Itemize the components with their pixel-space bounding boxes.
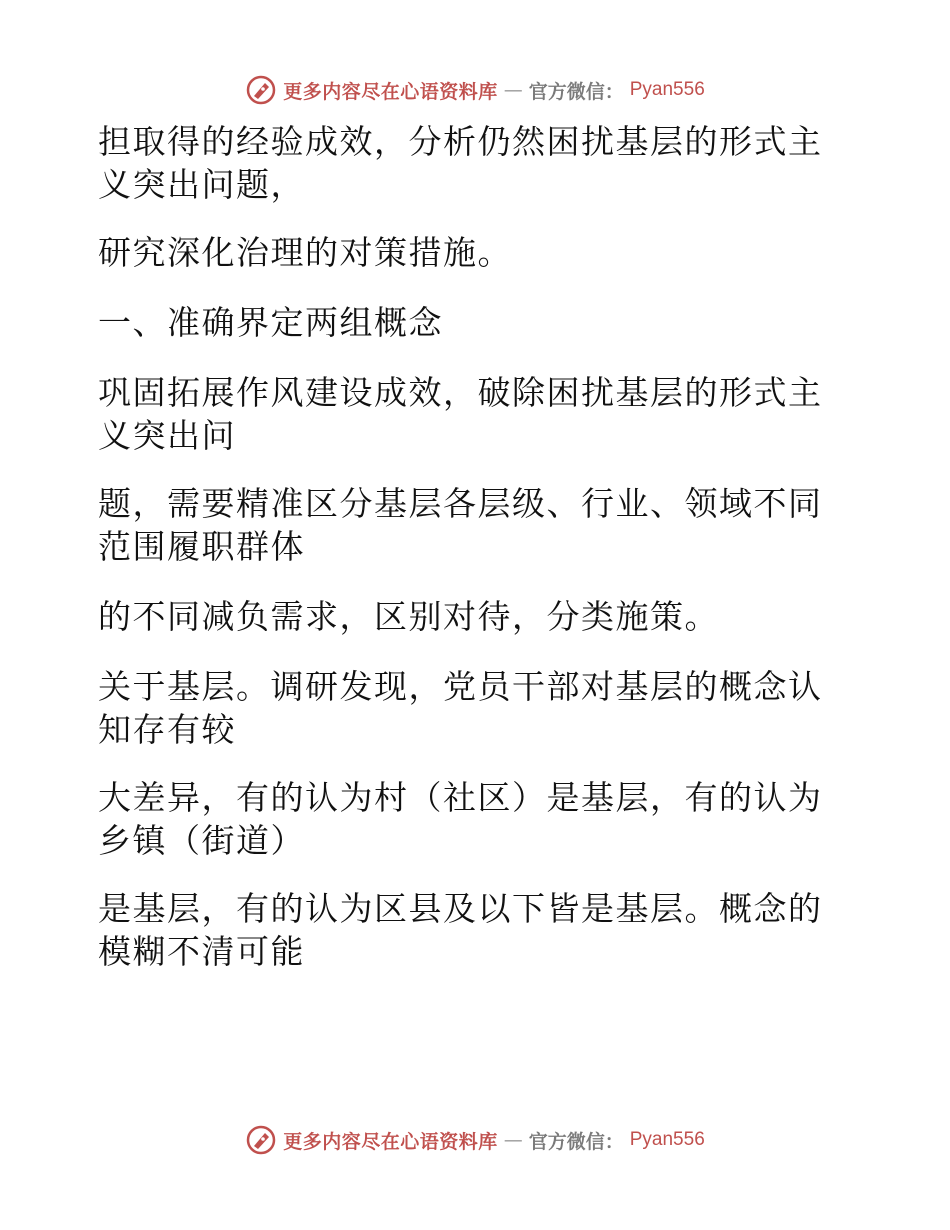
section-heading: 一、准确界定两组概念 bbox=[98, 303, 443, 342]
watermark-official: 官方微信： bbox=[528, 80, 624, 103]
header-watermark bbox=[0, 70, 950, 110]
text-line: 乡镇（街道） bbox=[98, 821, 305, 860]
text-line: 关于基层。调研发现，党员干部对基层的概念认 bbox=[98, 667, 823, 706]
pen-logo-icon bbox=[245, 1124, 277, 1156]
watermark-official: 官方微信： bbox=[528, 1130, 624, 1153]
text-line: 题，需要精准区分基层各层级、行业、领域不同 bbox=[98, 484, 823, 523]
text-line: 知存有较 bbox=[98, 710, 236, 749]
pen-logo-icon bbox=[245, 74, 277, 106]
text-line: 巩固拓展作风建设成效，破除困扰基层的形式主 bbox=[98, 373, 823, 412]
text-line: 研究深化治理的对策措施。 bbox=[98, 233, 512, 272]
watermark-id: Pyan556 bbox=[629, 79, 705, 100]
text-line: 义突出问题， bbox=[98, 165, 305, 204]
text-line: 模糊不清可能 bbox=[98, 932, 305, 971]
text-line: 大差异，有的认为村（社区）是基层，有的认为 bbox=[98, 778, 823, 817]
text-line: 担取得的经验成效，分析仍然困扰基层的形式主 bbox=[98, 122, 823, 161]
watermark-dash: — bbox=[503, 79, 523, 101]
text-line: 是基层，有的认为区县及以下皆是基层。概念的 bbox=[98, 889, 823, 928]
watermark-brand: 更多内容尽在心语资料库 bbox=[283, 1130, 498, 1153]
watermark-dash: — bbox=[503, 1129, 523, 1151]
watermark-id: Pyan556 bbox=[629, 1129, 705, 1150]
footer-watermark bbox=[0, 1120, 950, 1160]
text-line: 范围履职群体 bbox=[98, 527, 305, 566]
text-line: 义突出问 bbox=[98, 416, 236, 455]
document-body bbox=[98, 120, 838, 973]
text-line: 的不同减负需求，区别对待，分类施策。 bbox=[98, 597, 719, 636]
watermark-brand: 更多内容尽在心语资料库 bbox=[283, 80, 498, 103]
